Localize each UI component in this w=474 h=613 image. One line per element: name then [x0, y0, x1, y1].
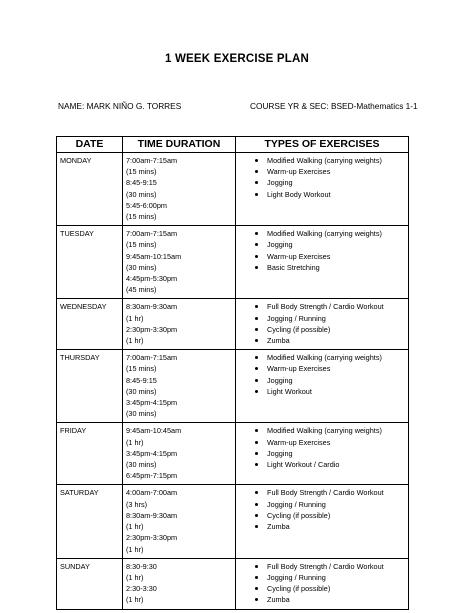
table-row	[57, 299, 409, 350]
exercises-cell	[236, 226, 409, 299]
time-line: (30 mins)	[126, 189, 157, 199]
exercises-cell	[236, 299, 409, 350]
exercise-item: Zumba	[259, 594, 405, 605]
time-line: 6:45pm-7:15pm	[126, 471, 178, 481]
exercise-list	[239, 425, 405, 470]
time-duration-cell	[123, 423, 236, 485]
time-line: (30 mins)	[126, 262, 157, 272]
day-cell: THURSDAY	[57, 350, 123, 423]
time-line: 2:30pm-3:30pm	[126, 533, 178, 543]
time-line: (30 mins)	[126, 409, 157, 419]
table-row	[57, 153, 409, 226]
exercise-item: Cycling (if possible)	[259, 510, 405, 521]
exercise-item: Cycling (if possible)	[259, 583, 405, 594]
exercise-item: Warm-up Exercises	[259, 166, 405, 177]
time-line: 4:45pm-5:30pm	[126, 274, 178, 284]
exercise-item: Jogging	[259, 177, 405, 188]
exercise-item: Zumba	[259, 335, 405, 346]
exercise-item: Full Body Strength / Cardio Workout	[259, 561, 405, 572]
exercise-item: Warm-up Exercises	[259, 437, 405, 448]
exercise-item: Modified Walking (carrying weights)	[259, 352, 405, 363]
time-line: 2:30pm-3:30pm	[126, 324, 178, 334]
day-cell: MONDAY	[57, 153, 123, 226]
header-date: DATE	[57, 137, 123, 153]
time-line: 2:30-3:30	[126, 584, 157, 594]
time-line: 5:45-6:00pm	[126, 200, 167, 210]
time-line: 4:00am-7:00am	[126, 488, 178, 498]
time-line: (1 hr)	[126, 313, 144, 323]
time-line: (1 hr)	[126, 544, 144, 554]
time-line: (1 hr)	[126, 522, 144, 532]
time-duration-cell	[123, 153, 236, 226]
exercise-item: Light Workout	[259, 386, 405, 397]
exercise-item: Jogging	[259, 448, 405, 459]
exercise-item: Jogging / Running	[259, 572, 405, 583]
day-cell: TUESDAY	[57, 226, 123, 299]
time-line: (1 hr)	[126, 595, 144, 605]
time-line: 8:30am-9:30am	[126, 510, 178, 520]
exercises-cell	[236, 423, 409, 485]
exercise-item: Light Body Workout	[259, 189, 405, 200]
time-line: (15 mins)	[126, 167, 157, 177]
table-header-row	[57, 137, 409, 153]
header-types-of-exercises: TYPES OF EXERCISES	[236, 137, 409, 153]
header-time-duration: TIME DURATION	[123, 137, 236, 153]
exercises-cell	[236, 485, 409, 558]
time-line: (1 hr)	[126, 437, 144, 447]
table-row	[57, 485, 409, 558]
day-cell: FRIDAY	[57, 423, 123, 485]
time-line: (15 mins)	[126, 364, 157, 374]
exercise-item: Jogging	[259, 375, 405, 386]
day-cell: SUNDAY	[57, 558, 123, 609]
table-row	[57, 558, 409, 609]
time-line: (1 hr)	[126, 336, 144, 346]
exercise-item: Cycling (if possible)	[259, 324, 405, 335]
time-line: 7:00am-7:15am	[126, 156, 178, 165]
table-row	[57, 226, 409, 299]
time-duration-cell	[123, 485, 236, 558]
time-line: (30 mins)	[126, 386, 157, 396]
exercise-list	[239, 301, 405, 346]
exercise-list	[239, 561, 405, 606]
time-duration-cell	[123, 350, 236, 423]
course-year-section: COURSE YR & SEC: BSED-Mathematics 1-1	[250, 101, 418, 111]
exercises-cell	[236, 350, 409, 423]
table-row	[57, 350, 409, 423]
exercises-cell	[236, 558, 409, 609]
time-line: 8:45-9:15	[126, 375, 157, 385]
time-line: 8:45-9:15	[126, 178, 157, 188]
exercise-item: Full Body Strength / Cardio Workout	[259, 487, 405, 498]
time-line: 9:45am-10:45am	[126, 426, 182, 436]
time-duration-cell	[123, 226, 236, 299]
table-body	[57, 153, 409, 610]
exercise-item: Modified Walking (carrying weights)	[259, 425, 405, 436]
exercise-item: Jogging / Running	[259, 499, 405, 510]
exercise-item: Zumba	[259, 521, 405, 532]
time-line: (30 mins)	[126, 460, 157, 470]
time-line: (3 hrs)	[126, 499, 148, 509]
exercise-list	[239, 155, 405, 200]
time-duration-cell	[123, 558, 236, 609]
time-line: 8:30-9:30	[126, 561, 157, 571]
time-line: 9:45am-10:15am	[126, 251, 182, 261]
time-line: 7:00am-7:15am	[126, 353, 178, 363]
exercise-list	[239, 487, 405, 532]
exercise-plan-table	[56, 136, 409, 610]
exercise-item: Modified Walking (carrying weights)	[259, 228, 405, 239]
exercise-item: Warm-up Exercises	[259, 363, 405, 374]
exercises-cell	[236, 153, 409, 226]
time-line: (1 hr)	[126, 572, 144, 582]
student-name: NAME: MARK NIÑO G. TORRES	[58, 101, 182, 111]
exercise-item: Light Workout / Cardio	[259, 459, 405, 470]
exercise-item: Basic Stretching	[259, 262, 405, 273]
exercise-list	[239, 228, 405, 273]
exercise-item: Jogging / Running	[259, 313, 405, 324]
exercise-item: Modified Walking (carrying weights)	[259, 155, 405, 166]
exercise-item: Warm-up Exercises	[259, 251, 405, 262]
time-line: 3:45pm-4:15pm	[126, 448, 178, 458]
time-line: 7:00am-7:15am	[126, 229, 178, 239]
time-line: (45 mins)	[126, 285, 157, 295]
time-line: (15 mins)	[126, 240, 157, 250]
table-row	[57, 423, 409, 485]
day-cell: SATURDAY	[57, 485, 123, 558]
document-title: 1 WEEK EXERCISE PLAN	[165, 53, 309, 65]
exercise-item: Full Body Strength / Cardio Workout	[259, 301, 405, 312]
time-duration-cell	[123, 299, 236, 350]
time-line: 3:45pm-4:15pm	[126, 398, 178, 408]
time-line: (15 mins)	[126, 212, 157, 222]
time-line: 8:30am-9:30am	[126, 302, 178, 312]
day-cell: WEDNESDAY	[57, 299, 123, 350]
exercise-item: Jogging	[259, 239, 405, 250]
exercise-list	[239, 352, 405, 397]
